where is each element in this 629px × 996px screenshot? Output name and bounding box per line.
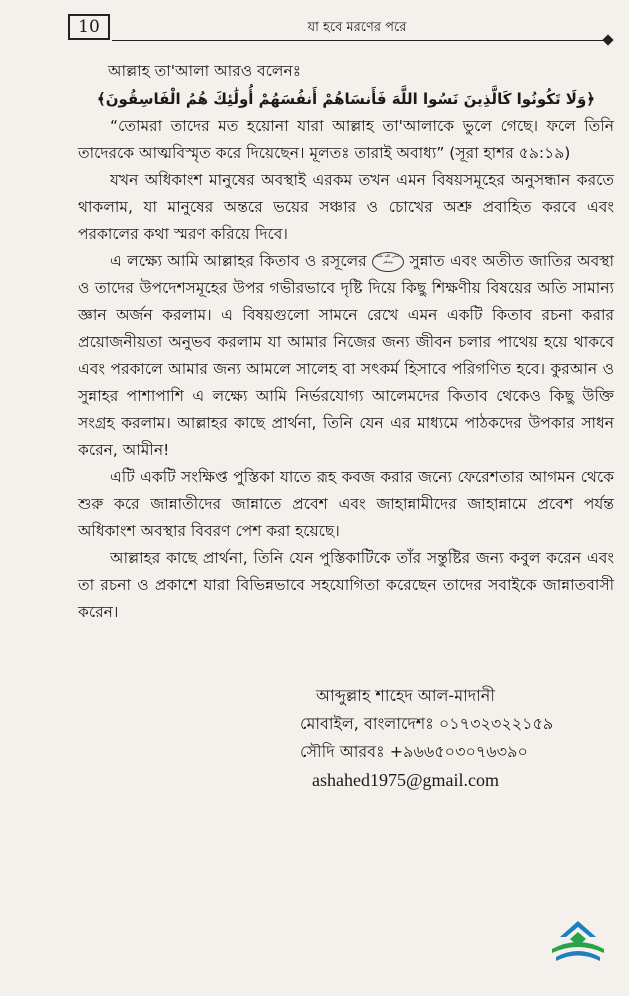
mobile-bangladesh: মোবাইল, বাংলাদেশঃ ০১৭৩২৩২২১৫৯ <box>300 714 554 733</box>
header-diamond-ornament <box>602 34 613 45</box>
author-name: আব্দুল্লাহ শাহেদ আল-মাদানী <box>316 686 495 705</box>
paragraph-2 <box>78 248 614 464</box>
header-rule <box>112 40 604 41</box>
author-email: ashahed1975@gmail.com <box>312 770 500 790</box>
page-number: 10 <box>68 14 110 40</box>
paragraph-4: আল্লাহর কাছে প্রার্থনা, তিনি যেন পুস্তিকাটিকে তাঁর সন্তুষ্টির জন্য কবুল করেন এবং তা রচনা ও প্রকাশে যারা বিভিন্নভাবে সহযোগিতা করেছেন তাদের সবাইকে জান্নাতবাসী করেন। <box>78 549 614 621</box>
mobile-saudi: সৌদি আরবঃ +৯৬৬৫০৩০৭৬৩৯০ <box>300 742 528 761</box>
author-signature <box>300 682 600 794</box>
paragraph-2-rest: সুন্নাত এবং অতীত জাতির অবস্থা ও তাদের উপদেশসমূহের উপর গভীরভাবে দৃষ্টি দিয়ে কিছু শিক্ষণীয় বিষয়ের অতি সামান্য জ্ঞান অর্জন করলাম। এ বিষয়গুলো সামনে রেখে এমন একটি কিতাব রচনা করার প্রয়োজনীয়তা অনুভব করলাম যা আমার নিজের জন্য জীবন চলার পাথেয় হয়ে থাকবে এবং পরকালে আমার জন্য আমলে সালেহ বা সৎকর্ম হিসাবে পরিগণিত হবে। কুরআন ও সুন্নাহর পাশাপাশি এ লক্ষ্যে আমি নির্ভরযোগ্য আলেমদের কিতাব থেকেও কিছু উক্তি সংগ্রহ করলাম। আল্লাহর কাছে প্রার্থনা, তিনি যেন এর মাধ্যমে পাঠকদের উপকার সাধন করেন, আমীন! <box>78 252 614 459</box>
arabic-verse: ﴿وَلَا تَكُونُوا كَالَّذِينَ نَسُوا اللَّهَ فَأَنسَاهُمْ أَنفُسَهُمْ أُولَٰئِكَ هُمُ الْفَاسِقُونَ﴾ <box>96 90 596 108</box>
salawat-seal-icon: صلى الله عليه وسلم <box>372 252 404 272</box>
publisher-logo-icon <box>546 915 610 971</box>
paragraph-2-start: এ লক্ষ্যে আমি আল্লাহর কিতাব ও রসূলের <box>110 252 367 270</box>
main-text <box>78 58 614 626</box>
intro-line: আল্লাহ তা'আলা আরও বলেনঃ <box>108 62 301 80</box>
running-title: যা হবে মরণের পরে <box>307 20 407 35</box>
page-header <box>68 14 616 42</box>
verse-translation: “তোমরা তাদের মত হয়োনা যারা আল্লাহ তা'আলাকে ভুলে গেছে। ফলে তিনি তাদেরকে আত্মবিস্মৃত করে দিয়েছেন। মূলতঃ তারাই অবাধ্য” (সূরা হাশর ৫৯:১৯) <box>78 117 614 162</box>
paragraph-3: এটি একটি সংক্ষিপ্ত পুস্তিকা যাতে রূহ কবজ করার জন্যে ফেরেশতার আগমন থেকে শুরু করে জান্নাতীদের জান্নাতে প্রবেশ এবং জাহান্নামীদের জাহান্নামে প্রবেশ পর্যন্ত অধিকাংশ অবস্থার বিবরণ পেশ করা হয়েছে। <box>78 468 614 540</box>
paragraph-1: যখন অধিকাংশ মানুষের অবস্থাই এরকম তখন এমন বিষয়সমূহের অনুসন্ধান করতে থাকলাম, যা মানুষের অন্তরে ভয়ের সঞ্চার ও চোখের অশ্রু প্রবাহিত করবে এবং পরকালের কথা স্মরণ করিয়ে দিবে। <box>78 171 614 243</box>
